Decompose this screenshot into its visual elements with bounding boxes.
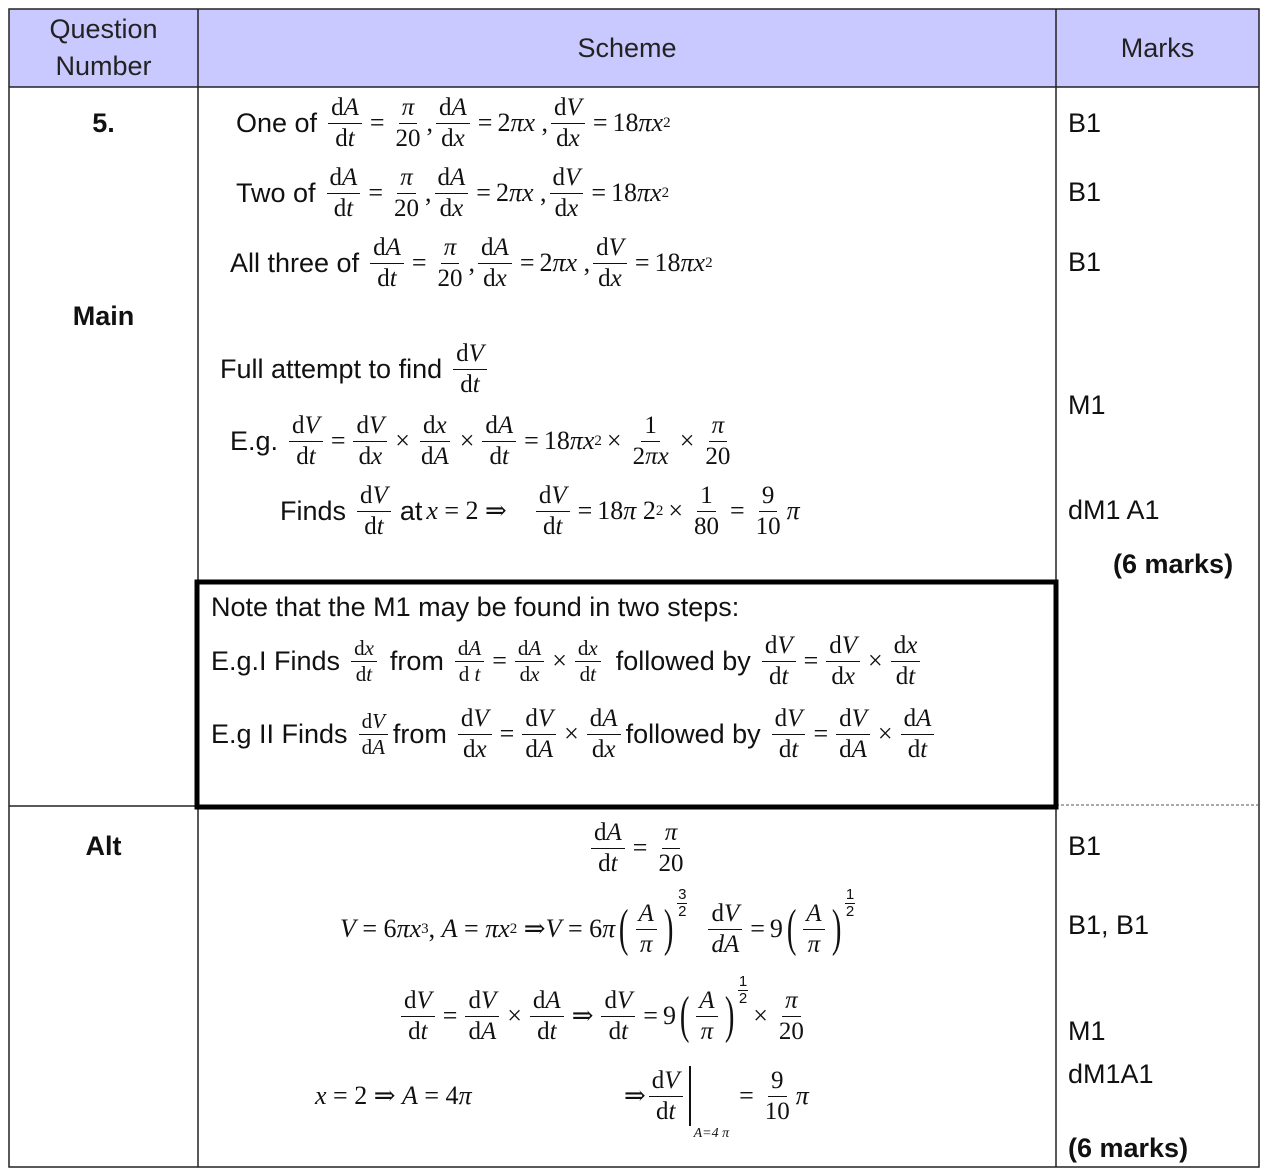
header-scheme: Scheme [198,9,1056,87]
alt-mark-dm1a1: dM1A1 [1068,1059,1154,1089]
alt-line-volume: V = 6 πx 3 , A = πx 2 ⇒ V = 6 π ( $\frac{A}{\pi}$ ) 3 2 $\frac{dV}{dA}$ = 9 ( $\frac{A}{\pi}$ ) 1 2 [340,886,855,958]
note-line-eg1: E.g.I Finds $\frac{dx}{dt}$ from $\frac{dA}{\text{d t}}$ = $\frac{dA}{dx}$ × $\frac{dx}{dt}$ followed by $\frac{dV}{dt}$ = $\frac{dV}{dx}$ × $\frac{dx}{dt}$ [211,630,923,692]
section-label-main: Main [72,301,135,331]
scheme-line-full-attempt: Full attempt to find $\frac{dV}{dt}$ [220,338,490,400]
alt-mark-m1: M1 [1068,1016,1106,1046]
mark-b1-three: B1 [1068,247,1102,277]
alt-line-chain: $\frac{dV}{dt}$ = $\frac{dV}{dA}$ × $\frac{dA}{dt}$ ⇒ $\frac{dV}{dt}$ = 9 ( $\frac{A}{\pi}$ ) $\frac{1}{2}$ × $\frac{\pi}{20}$ [398,980,810,1052]
mark-total-alt: (6 marks) [1068,1133,1189,1163]
alt-mark-b1-b1: B1, B1 [1068,910,1150,940]
alt-line-substitute: x = 2 ⇒ A = 4 π [315,1081,472,1110]
mark-b1-two: B1 [1068,177,1102,207]
mark-dm1-a1: dM1 A1 [1068,495,1160,525]
mark-total-main: (6 marks) [1113,549,1234,579]
header-marks: Marks [1056,9,1259,87]
scheme-line-finds-value: Finds $\frac{dV}{dt}$ at x = 2 ⇒ $\frac{dV}{dt}$ = 18 π 2 2 × $\frac{1}{80}$ = $\frac{9}{10}$ π [280,481,800,540]
scheme-line-two-of: Two of $\frac{dA}{dt}$ = $\frac{\pi}{20}$ , $\frac{dA}{dx}$ = 2 πx , $\frac{dV}{dx}$ = 18 πx 2 [236,163,670,222]
note-line-intro: Note that the M1 may be found in two steps: [211,591,740,622]
alt-mark-b1: B1 [1068,831,1102,861]
scheme-line-one-of: One of $\frac{dA}{dt}$ = $\frac{\pi}{20}$ , $\frac{dA}{dx}$ = 2 πx , $\frac{dV}{dx}$ = 18 πx 2 [236,93,671,152]
mark-m1: M1 [1068,390,1106,420]
header-question-number: Question Number [9,9,198,87]
scheme-line-all-three-of: All three of $\frac{dA}{dt}$ = $\frac{\pi}{20}$ , $\frac{dA}{dx}$ = 2 πx , $\frac{dV}{dx}$ = 18 πx 2 [230,233,713,292]
scheme-line-chain-rule: E.g. $\frac{dV}{dt}$ = $\frac{dV}{dx}$ × $\frac{dx}{dA}$ × $\frac{dA}{dt}$ = 18 πx 2 × $\frac{1}{2\pi x}$ × $\frac{\pi}{20}$ [230,411,731,470]
alt-line-final: ⇒ $\frac{dV}{dt}$ A=4 π = $\frac{9}{10}$ π [624,1066,809,1141]
alt-line-da-dt: $\frac{dA}{dt}$ = $\frac{\pi}{20}$ [588,817,689,879]
mark-b1-one: B1 [1068,108,1102,138]
question-number: 5. [92,108,115,138]
section-label-alt: Alt [85,831,122,861]
note-line-eg2: E.g II Finds $\frac{dV}{dA}$ from $\frac{dV}{dx}$ = $\frac{dV}{dA}$ × $\frac{dA}{dx}$ followed by $\frac{dV}{dt}$ = $\frac{dV}{dA}$ × $\frac{dA}{dt}$ [211,703,937,765]
